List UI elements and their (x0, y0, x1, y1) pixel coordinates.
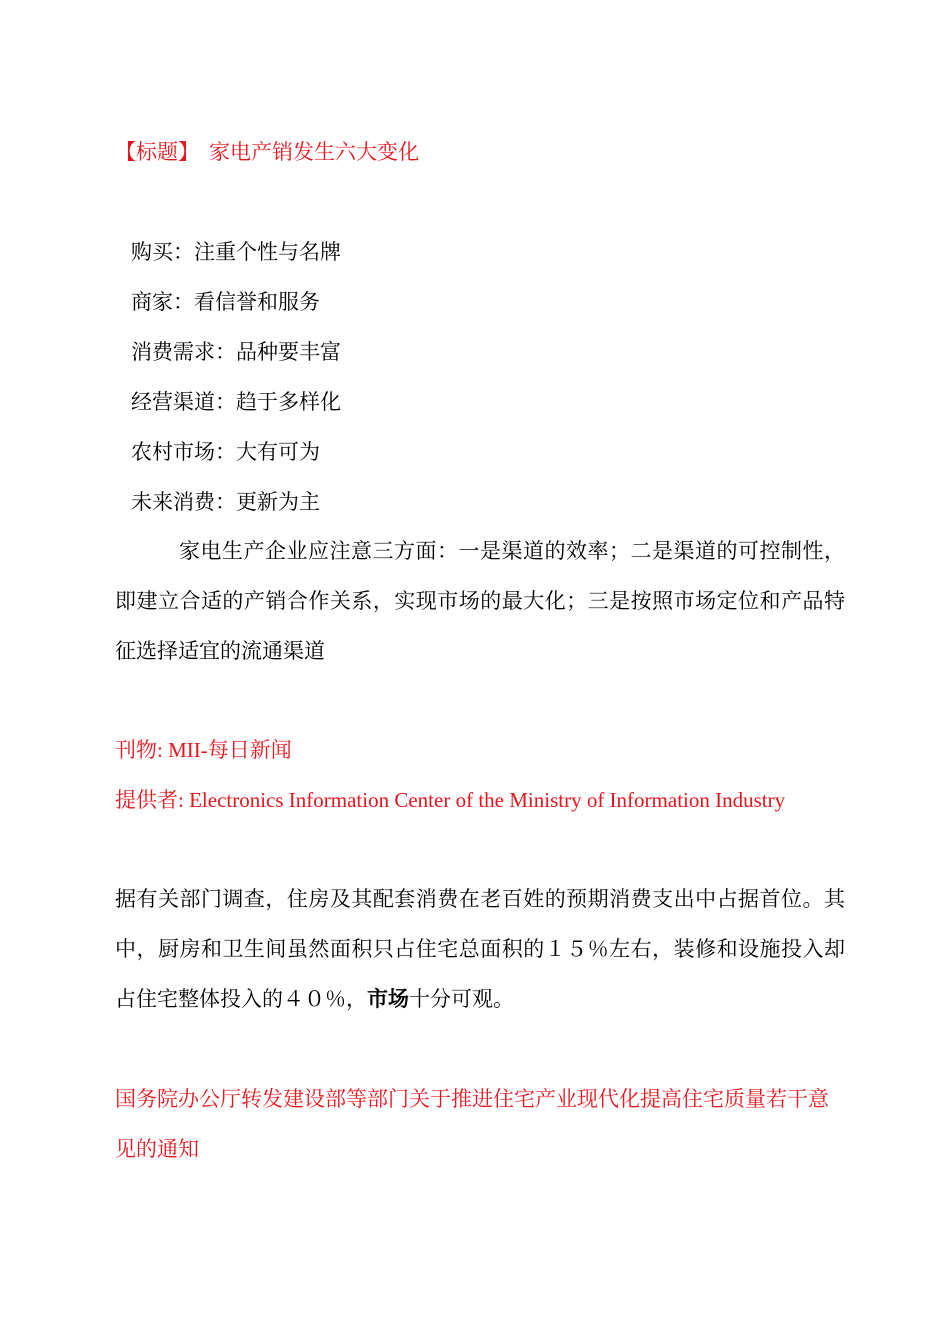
summary-item-purchase: 购买：注重个性与名牌 (131, 240, 341, 264)
summary-item-future-consumption: 未来消费：更新为主 (131, 490, 320, 514)
title-tag: 【标题】 (115, 140, 199, 164)
publication-line: 刊物: MII-每日新闻 (115, 738, 292, 762)
article-title (115, 137, 419, 167)
notice-title: 国务院办公厅转发建设部等部门关于推进住宅产业现代化提高住宅质量若干意见的通知 (115, 1087, 829, 1161)
paragraph-housing-text: 据有关部门调查，住房及其配套消费在老百姓的预期消费支出中占据首位。其中，厨房和卫生间虽然面积只占住宅总面积的１５％左右，装修和设施投入却占住宅整体投入的４０％， (115, 887, 845, 1011)
bold-keyword-market: 市场 (367, 987, 409, 1011)
summary-item-channel: 经营渠道：趋于多样化 (131, 390, 341, 414)
paragraph-channel-advice: 家电生产企业应注意三方面：一是渠道的效率；二是渠道的可控制性，即建立合适的产销合作关系，实现市场的最大化；三是按照市场定位和产品特征选择适宜的流通渠道 (115, 539, 845, 663)
summary-list (131, 237, 341, 537)
summary-item-rural-market: 农村市场：大有可为 (131, 440, 320, 464)
provider-line: 提供者: Electronics Information Center of the Ministry of Information Industry (115, 788, 786, 812)
paragraph-housing-tail: 十分可观。 (409, 987, 514, 1011)
paragraph-housing-survey (115, 874, 845, 1024)
title-text: 家电产销发生六大变化 (209, 140, 419, 164)
summary-item-merchant: 商家：看信誉和服务 (131, 290, 320, 314)
summary-item-demand: 消费需求：品种要丰富 (131, 340, 341, 364)
